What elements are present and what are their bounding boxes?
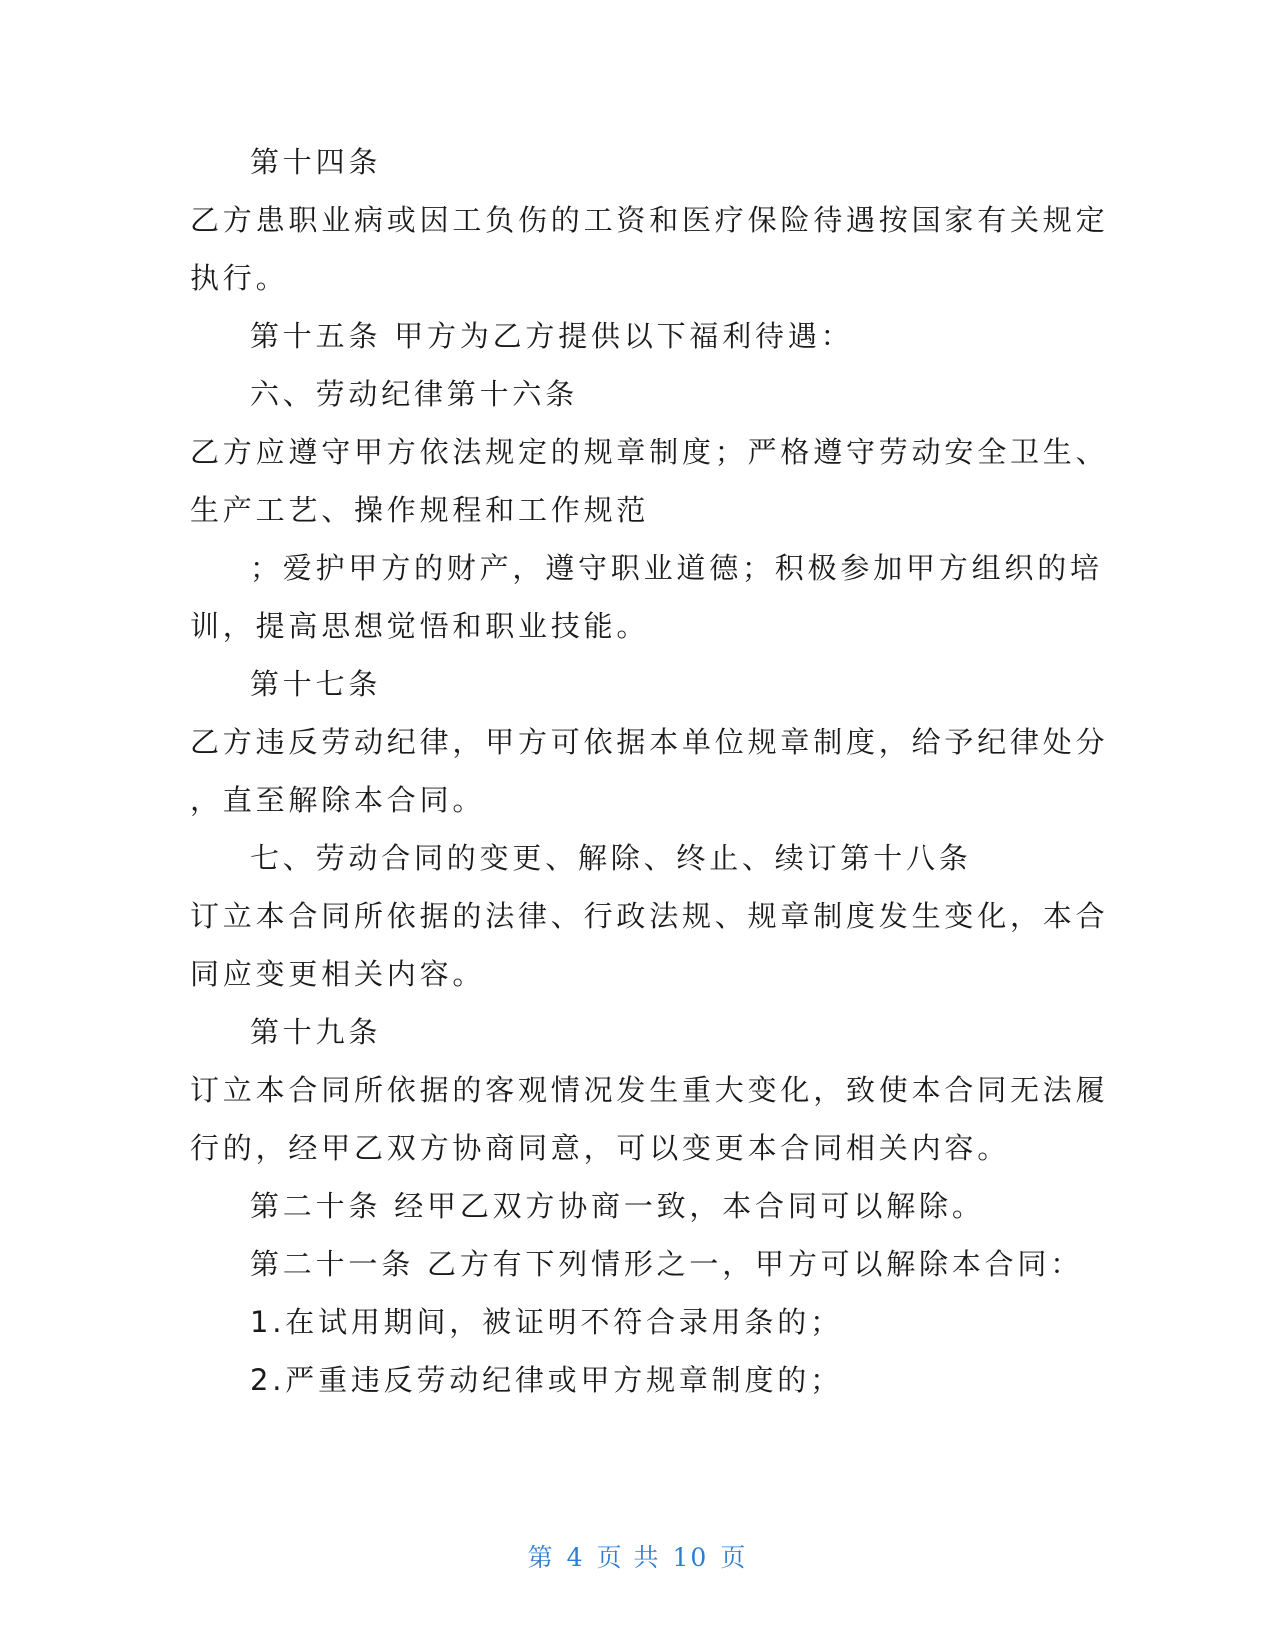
paragraph-line: 订立本合同所依据的法律、行政法规、规章制度发生变化，本合 [190, 899, 1109, 933]
paragraph-line: ，直至解除本合同。 [190, 783, 486, 817]
article-17-heading: 第十七条 [250, 667, 382, 701]
section-7-heading: 七、劳动合同的变更、解除、终止、续订第十八条 [250, 841, 972, 875]
article-21-line: 第二十一条 乙方有下列情形之一，甲方可以解除本合同： [250, 1247, 1084, 1281]
total-pages-number: 10 [672, 1543, 709, 1572]
article-14-heading: 第十四条 [250, 145, 382, 179]
paragraph-line: 执行。 [190, 261, 289, 295]
paragraph-line: 乙方违反劳动纪律，甲方可依据本单位规章制度，给予纪律处分 [190, 725, 1109, 759]
page-number-footer [0, 1538, 1275, 1574]
article-15-line: 第十五条 甲方为乙方提供以下福利待遇： [250, 319, 854, 353]
article-19-heading: 第十九条 [250, 1015, 382, 1049]
page-label-mid: 页 共 [596, 1543, 661, 1572]
page-label-suffix: 页 [720, 1543, 748, 1572]
paragraph-line: 训，提高思想觉悟和职业技能。 [190, 609, 650, 643]
paragraph-line: ；爱护甲方的财产，遵守职业道德；积极参加甲方组织的培 [250, 551, 1103, 585]
list-item: 2.严重违反劳动纪律或甲方规章制度的； [250, 1363, 843, 1397]
paragraph-line: 同应变更相关内容。 [190, 957, 486, 991]
paragraph-line: 生产工艺、操作规程和工作规范 [190, 493, 650, 527]
list-item: 1.在试用期间，被证明不符合录用条的； [250, 1305, 843, 1339]
paragraph-line: 行的，经甲乙双方协商同意，可以变更本合同相关内容。 [190, 1131, 1011, 1165]
paragraph-line: 订立本合同所依据的客观情况发生重大变化，致使本合同无法履 [190, 1073, 1109, 1107]
paragraph-line: 乙方患职业病或因工负伤的工资和医疗保险待遇按国家有关规定 [190, 203, 1109, 237]
article-20-line: 第二十条 经甲乙双方协商一致，本合同可以解除。 [250, 1189, 985, 1223]
section-6-heading: 六、劳动纪律第十六条 [250, 377, 579, 411]
paragraph-line: 乙方应遵守甲方依法规定的规章制度；严格遵守劳动安全卫生、 [190, 435, 1109, 469]
page-label-prefix: 第 [527, 1543, 555, 1572]
current-page-number: 4 [566, 1543, 585, 1572]
